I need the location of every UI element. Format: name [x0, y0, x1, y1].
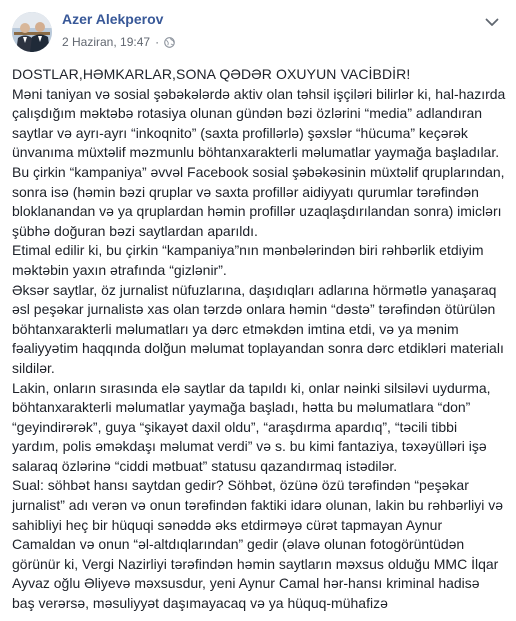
post-paragraph: Sual: söhbət hansı saytdan gedir? Söhbət, özünə özü tərəfindən “peşəkar jurnalist” adı verən və onun tərəfindən faktiki idarə olunan, lakin bu rəhbərliyi və sahibliyi heç bir hüquqi sənəddə əks etdirməyə cürət tapmayan Aynur Camaldan və onun “əl-altdıqlarından” gedir (əlavə olunan fotogörüntüdən görünür ki, Vergi Nazirliyi tərəfindən həmin saytların məxsus olduğu MMC İlqar Ayvaz oğlu Əliyevə məxsusdur, yeni Aynur Camal hər-hansı kriminal hadisə baş verərsə, məsuliyyət daşımayacaq və ya hüquq-mühafizə — [12, 477, 504, 612]
meta-separator: · — [155, 35, 160, 49]
post-paragraph: Etimal edilir ki, bu çirkin “kampaniya”nın mənbələrindən biri rəhbərlik etdiyim məktəbin yaxın ətrafında “gizlənir”. — [12, 242, 484, 278]
author-name[interactable]: Azer Alekperov — [62, 11, 164, 27]
post-paragraph: Bu çirkin “kampaniya” əvvəl Facebook sosial şəbəkəsinin müxtəlif qruplarından, sonra isə (həmin bəzi qruplar və saxta profillər aidiyyatı qurumlar tərəfindən bloklanandan və ya qruplardan həmin profillər uzaqlaşdırılandan sonra) imiclərı şübhə doğuran bəzi saytlardan aparıldı. — [12, 163, 505, 239]
post-meta — [62, 35, 175, 49]
post-paragraph: Məni taniyan və sosial şəbəkələrdə aktiv olan təhsil işçiləri bilirlər ki, hal-hazırda çalışdığım məktəbə rotasiya olunan gündən bəzi özlərini “media” adlandıran saytlar və ayrı-ayrı “inkoqnito” (saxta profillərlə) şəxslər “hücuma” keçərək ünvanıma müxtəlif məzmunlu böhtanxarakterli məlumatlar yaymağa başladılar. — [12, 85, 506, 161]
post-paragraph: Əksər saytlar, öz jurnalist nüfuzlarına, daşıdıqları adlarına hörmətlə yanaşaraq əsl peşəkar jurnalistə xas olan tərzdə onlara həmin “dəstə” tərəfindən ötürülən böhtanxarakterli məlumatları ya dərc etməkdən imtina etdi, və ya mənim fəaliyyətim haqqında dolğun məlumat toplayandan sonra dərc etdikləri materialı sildilər. — [12, 281, 504, 376]
avatar-photo-icon — [12, 12, 52, 52]
globe-icon[interactable] — [164, 37, 175, 48]
post-header — [0, 0, 516, 60]
post-timestamp[interactable]: 2 Haziran, 19:47 — [62, 35, 151, 49]
chevron-down-icon — [485, 18, 499, 27]
avatar[interactable] — [12, 12, 52, 52]
post-body — [12, 65, 506, 614]
post-options-button[interactable] — [482, 14, 502, 30]
post-title: DOSTLAR,HƏMKARLAR,SONA QƏDƏR OXUYUN VACİBDİR! — [12, 66, 411, 82]
post-paragraph: Lakin, onların sırasında elə saytlar da tapıldı ki, onlar nəinki silsiləvi uydurma, böhtanxarakterli məlumatlar yaymağa başladı, hətta bu məlumatlara “don” “geyindirərək”, guya “şikayət daxil oldu”, “araşdırma apardıq”, “təcili tibbi yardım, polis əməkdaşı məlumat verdi” və s. bu kimi fantaziya, təxəyülləri işə salaraq özlərinə “ciddi mətbuat” statusu qazandırmaq istədilər. — [12, 379, 491, 474]
